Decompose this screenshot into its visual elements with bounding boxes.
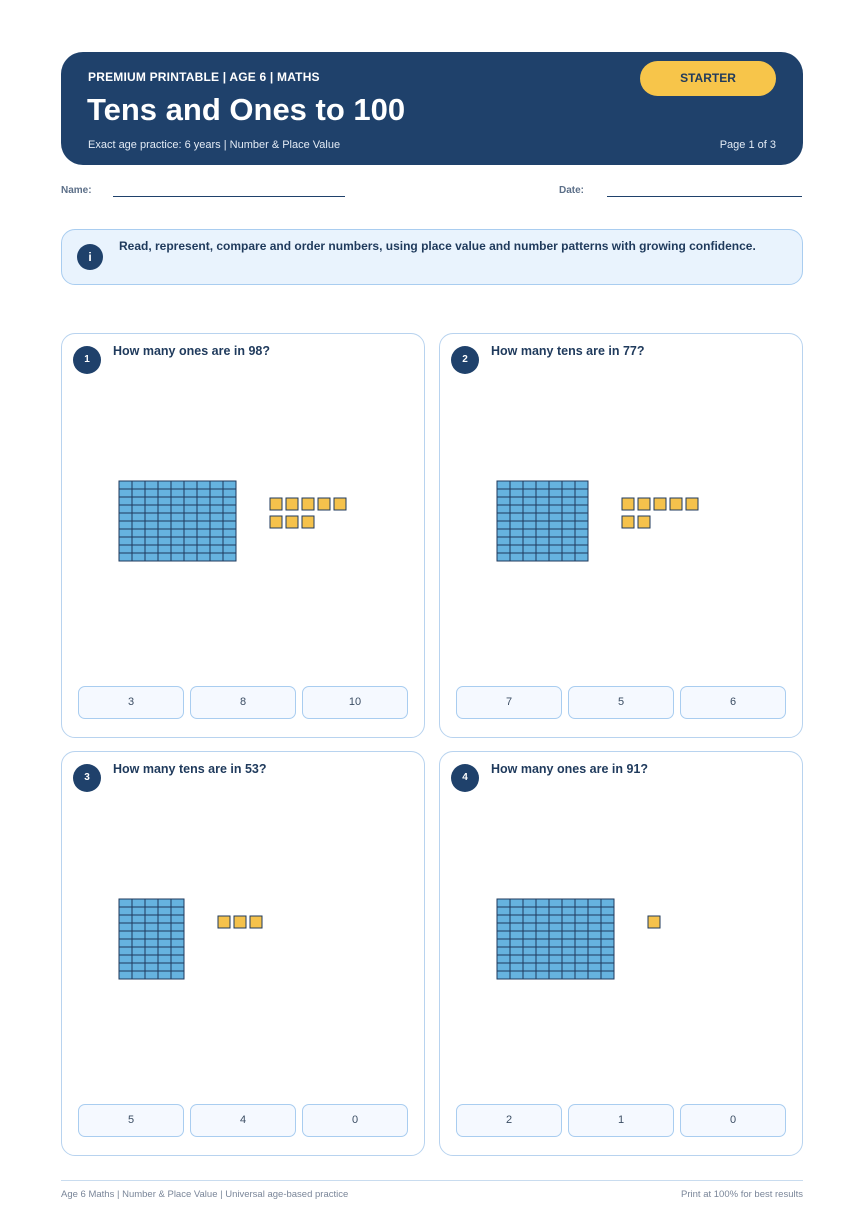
tens-rod	[119, 899, 132, 979]
ones-cube	[622, 516, 634, 528]
answer-option[interactable]: 5	[568, 686, 674, 719]
ones-cube	[286, 498, 298, 510]
tens-rod	[588, 899, 601, 979]
tens-rod	[536, 899, 549, 979]
footer-divider	[61, 1180, 803, 1181]
answer-option[interactable]: 2	[456, 1104, 562, 1137]
ones-cube	[638, 516, 650, 528]
tens-rod	[145, 481, 158, 561]
ones-cube	[234, 916, 246, 928]
question-text: How many ones are in 98?	[113, 344, 270, 358]
header-eyebrow: PREMIUM PRINTABLE | AGE 6 | MATHS	[88, 70, 320, 84]
tens-rod	[536, 481, 549, 561]
tens-rod	[145, 899, 158, 979]
question-text: How many tens are in 77?	[491, 344, 645, 358]
ones-cube	[654, 498, 666, 510]
tens-rod	[510, 899, 523, 979]
tens-rod	[510, 481, 523, 561]
level-badge: STARTER	[640, 61, 776, 96]
tens-rod	[497, 481, 510, 561]
tens-rod	[523, 899, 536, 979]
footer-right: Print at 100% for best results	[681, 1189, 803, 1200]
ones-cube	[648, 916, 660, 928]
ones-cube	[286, 516, 298, 528]
answer-option[interactable]: 5	[78, 1104, 184, 1137]
tens-rod	[562, 481, 575, 561]
question-number: 1	[73, 346, 101, 374]
tens-rod	[132, 899, 145, 979]
ones-cube	[270, 498, 282, 510]
answer-option[interactable]: 3	[78, 686, 184, 719]
question-card-2	[439, 333, 803, 738]
ones-cube	[670, 498, 682, 510]
name-label: Name:	[61, 185, 92, 196]
ones-cube	[686, 498, 698, 510]
name-line[interactable]	[113, 196, 345, 197]
ones-cube	[250, 916, 262, 928]
tens-rod	[523, 481, 536, 561]
ones-cube	[302, 516, 314, 528]
answer-option[interactable]: 10	[302, 686, 408, 719]
tens-rod	[210, 481, 223, 561]
answer-option[interactable]: 1	[568, 1104, 674, 1137]
question-text: How many tens are in 53?	[113, 762, 267, 776]
tens-rod	[575, 481, 588, 561]
tens-rod	[223, 481, 236, 561]
ones-cube	[334, 498, 346, 510]
page-number: Page 1 of 3	[719, 139, 776, 151]
answer-option[interactable]: 0	[302, 1104, 408, 1137]
tens-rod	[132, 481, 145, 561]
date-label: Date:	[559, 185, 585, 196]
answer-option[interactable]: 4	[190, 1104, 296, 1137]
base-ten-blocks	[440, 752, 802, 1155]
base-ten-blocks	[62, 752, 424, 1155]
date-line[interactable]	[607, 196, 802, 197]
question-text: How many ones are in 91?	[491, 762, 648, 776]
tens-rod	[601, 899, 614, 979]
info-icon: i	[77, 244, 103, 270]
ones-cube	[302, 498, 314, 510]
ones-cube	[270, 516, 282, 528]
tens-rod	[119, 481, 132, 561]
answer-option[interactable]: 7	[456, 686, 562, 719]
base-ten-blocks	[440, 334, 802, 737]
question-card-3	[61, 751, 425, 1156]
answer-option[interactable]: 0	[680, 1104, 786, 1137]
question-card-1	[61, 333, 425, 738]
answer-option[interactable]: 8	[190, 686, 296, 719]
tens-rod	[575, 899, 588, 979]
tens-rod	[158, 481, 171, 561]
tens-rod	[158, 899, 171, 979]
tens-rod	[171, 899, 184, 979]
answer-option[interactable]: 6	[680, 686, 786, 719]
tens-rod	[197, 481, 210, 561]
tens-rod	[549, 899, 562, 979]
question-card-4	[439, 751, 803, 1156]
ones-cube	[638, 498, 650, 510]
tens-rod	[497, 899, 510, 979]
page-title: Tens and Ones to 100	[87, 92, 406, 127]
ones-cube	[622, 498, 634, 510]
info-text: Read, represent, compare and order numbers, using place value and number patterns with growing confidence.	[119, 239, 756, 253]
info-banner	[61, 229, 803, 285]
question-number: 3	[73, 764, 101, 792]
ones-cube	[218, 916, 230, 928]
tens-rod	[549, 481, 562, 561]
ones-cube	[318, 498, 330, 510]
header-subtitle: Exact age practice: 6 years | Number & Place Value	[88, 139, 341, 151]
tens-rod	[171, 481, 184, 561]
question-number: 2	[451, 346, 479, 374]
worksheet-header	[61, 52, 803, 165]
footer-left: Age 6 Maths | Number & Place Value | Universal age-based practice	[61, 1189, 349, 1200]
question-number: 4	[451, 764, 479, 792]
tens-rod	[562, 899, 575, 979]
base-ten-blocks	[62, 334, 424, 737]
tens-rod	[184, 481, 197, 561]
